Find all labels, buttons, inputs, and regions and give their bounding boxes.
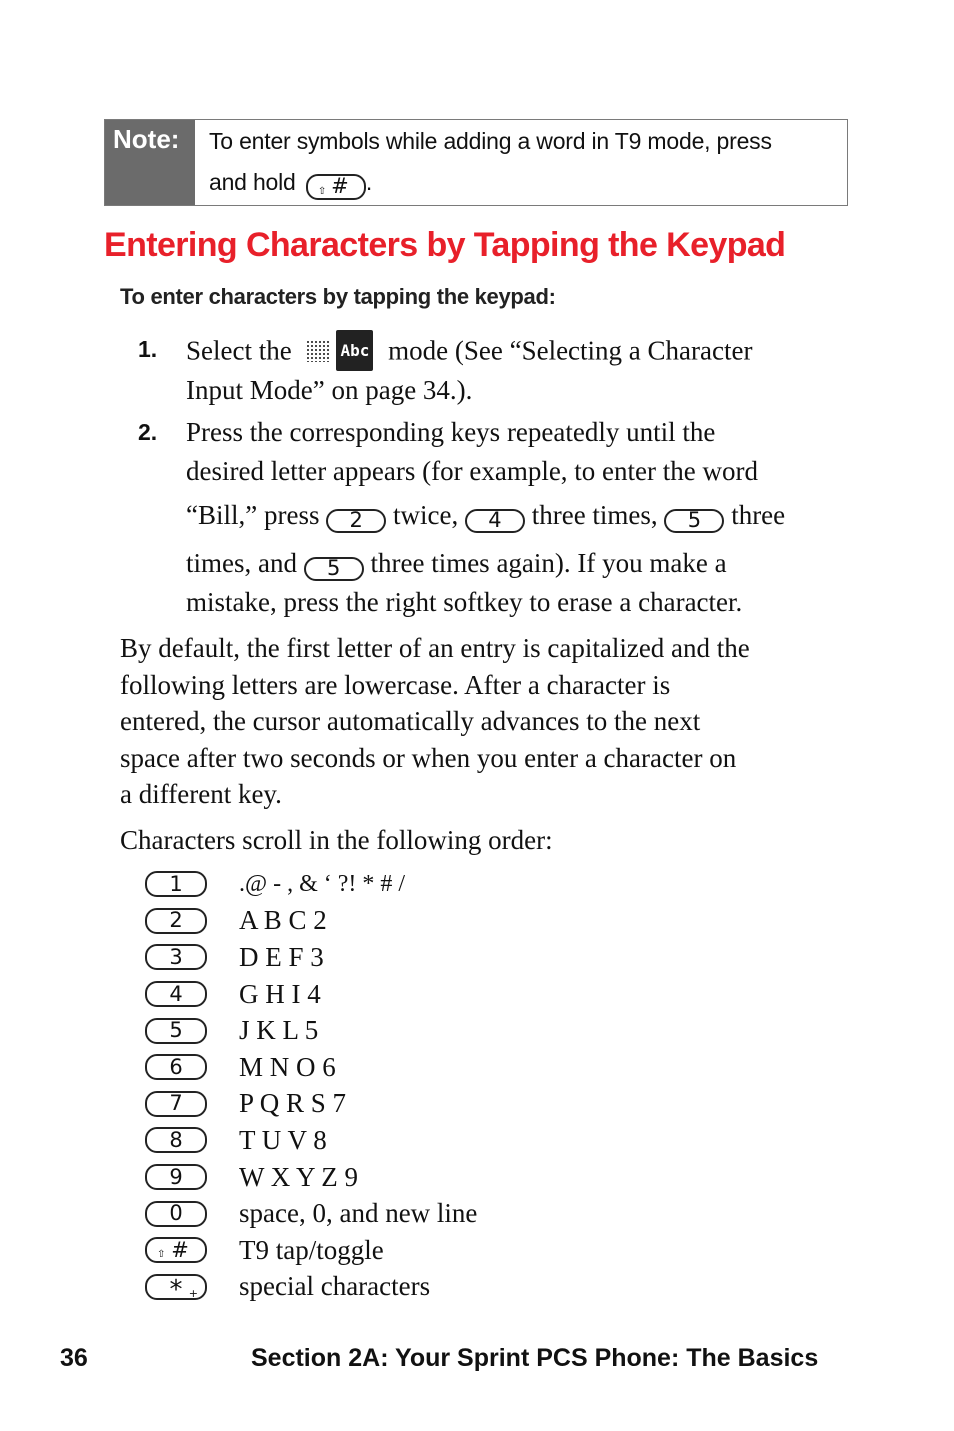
key-7-icon: 7 (145, 1091, 207, 1117)
list-item: 2 A B C 2 (145, 903, 477, 940)
key-9-icon: 9 (145, 1164, 207, 1190)
key-5-icon: 5 (664, 509, 724, 533)
abc-mode-icon (306, 330, 373, 371)
step-1: 1. Select the Abc mode (See “Selecting a Character Input Mode” on page 34.). (138, 330, 868, 410)
key-4-icon: 4 (145, 981, 207, 1007)
key-2-icon: 2 (326, 509, 386, 533)
step-number: 2. (138, 419, 158, 445)
key-1-icon: 1 (145, 871, 207, 897)
note-text-line1: To enter symbols while adding a word in T9 mode, press (209, 128, 772, 154)
key-6-icon: 6 (145, 1054, 207, 1080)
key-8-icon: 8 (145, 1127, 207, 1153)
key-2-icon: 2 (145, 908, 207, 934)
list-item: * + special characters (145, 1269, 477, 1306)
list-item: 1 .@ - , & ‘ ?! * # / (145, 866, 477, 903)
note-text (195, 120, 847, 205)
step-2: 2. Press the corresponding keys repeatedly until the desired letter appears (for example, to enter the word “Bill,” press 2 twice, 4 three times, 5 three times, and 5 three times again). If you make a mistake, press the right softkey to erase a character. (138, 413, 868, 622)
key-3-icon: 3 (145, 944, 207, 970)
default-capitalization-paragraph: By default, the first letter of an entry is capitalized and the following letters are lowercase. After a character is entered, the cursor automatically advances to the next space after two seconds or when you enter a character on a different key. (120, 633, 750, 809)
list-item: 9 W X Y Z 9 (145, 1159, 477, 1196)
list-item: 5 J K L 5 (145, 1012, 477, 1049)
list-item: 7 P Q R S 7 (145, 1086, 477, 1123)
note-label: Note: (105, 120, 195, 205)
key-4-icon: 4 (465, 509, 525, 533)
procedure-title: To enter characters by tapping the keypad: (120, 284, 556, 309)
page-number: 36 (60, 1344, 88, 1372)
list-item: 8 T U V 8 (145, 1122, 477, 1159)
section-footer: Section 2A: Your Sprint PCS Phone: The Basics (251, 1344, 819, 1372)
pound-key-icon: ⇧ # (306, 174, 366, 200)
key-5-icon: 5 (145, 1018, 207, 1044)
section-heading: Entering Characters by Tapping the Keypad (104, 226, 786, 264)
list-item: ⇧ # T9 tap/toggle (145, 1232, 477, 1269)
list-item: 6 M N O 6 (145, 1049, 477, 1086)
star-key-icon: * + (145, 1274, 207, 1300)
list-item: 4 G H I 4 (145, 976, 477, 1013)
abc-badge: Abc (336, 330, 373, 371)
key-5-icon: 5 (304, 557, 364, 581)
note-text-line2: and hold ⇧ # . (209, 169, 373, 198)
key-0-icon: 0 (145, 1201, 207, 1227)
note-box (104, 119, 848, 206)
list-item: 0 space, 0, and new line (145, 1195, 477, 1232)
order-intro: Characters scroll in the following order: (120, 825, 553, 855)
pound-key-icon: ⇧ # (145, 1237, 207, 1263)
key-character-list (145, 866, 477, 1305)
pattern-icon (306, 340, 330, 362)
step-number: 1. (138, 336, 158, 362)
list-item: 3 D E F 3 (145, 939, 477, 976)
